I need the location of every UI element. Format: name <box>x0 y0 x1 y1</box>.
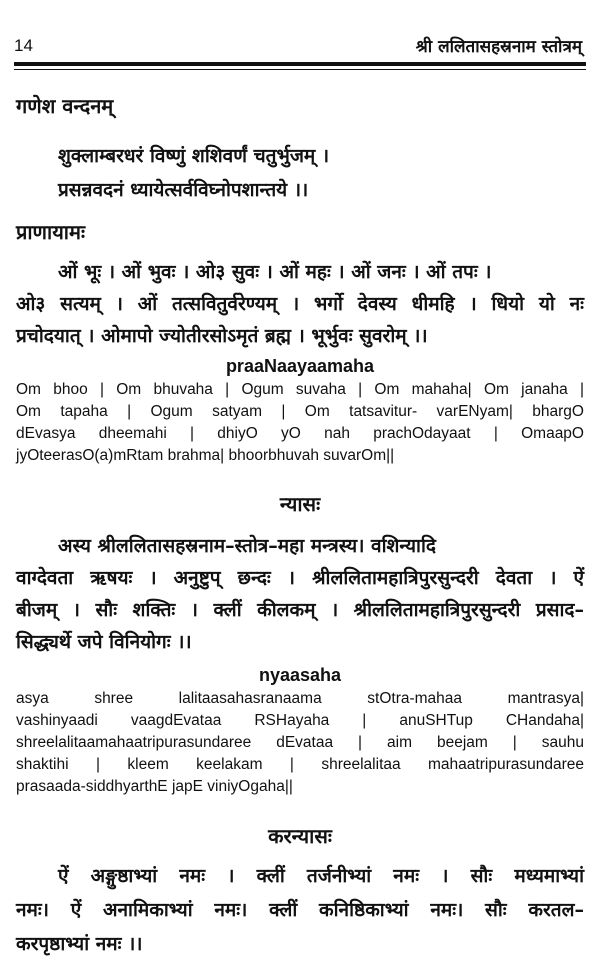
section-heading-karanyasa: करन्यासः <box>268 824 332 848</box>
section-heading-nyasa: न्यासः <box>279 492 321 516</box>
transliteration-line: Om tapaha | Ogum satyam | Om tatsavitur- varENyam| bhargO <box>16 403 584 420</box>
verse-line: ऐं अङ्गुष्ठाभ्यां नमः । क्लीं तर्जनीभ्यां नमः । सौः मध्यमाभ्यां <box>58 865 584 887</box>
transliteration-heading-pranayama: praaNaayaamaha <box>225 356 375 376</box>
page-number: 14 <box>14 36 33 55</box>
transliteration-line: asya shree lalitaasahasranaama stOtra-mahaa mantrasya| <box>16 690 584 707</box>
page-header <box>14 30 586 60</box>
verse-line: नमः। ऐं अनामिकाभ्यां नमः। क्लीं कनिष्ठिकाभ्यां नमः। सौः करतल– <box>16 899 584 921</box>
verse-line: वाग्देवता ऋषयः । अनुष्टुप् छन्दः । श्रीललितामहात्रिपुरसुन्दरी देवता । ऐं <box>16 567 584 589</box>
transliteration-line: jyOteerasO(a)mRtam brahma| bhoorbhuvah suvarOm|| <box>16 447 395 464</box>
verse-line: ओं भूः । ओं भुवः । ओ३ सुवः । ओं महः । ओं जनः । ओं तपः । <box>58 261 492 283</box>
header-rule-thin <box>14 69 586 70</box>
section-heading-ganesha: गणेश वन्दनम् <box>16 94 114 118</box>
transliteration-line: Om bhoo | Om bhuvaha | Ogum suvaha | Om mahaha| Om janaha | <box>16 381 584 398</box>
transliteration-line: prasaada-siddhyarthE japE viniyOgaha|| <box>16 778 293 795</box>
verse-line: प्रचोदयात् । ओमापो ज्योतीरसोऽमृतं ब्रह्म । भूर्भुवः सुवरोम् ।। <box>16 325 428 347</box>
transliteration-line: vashinyaadi vaagdEvataa RSHayaha | anuSHTup CHandaha| <box>16 712 584 729</box>
transliteration-heading-nyasa: nyaasaha <box>258 665 342 685</box>
verse-line: अस्य श्रीललितासहस्रनाम–स्तोत्र–महा मन्त्रस्य। वशिन्यादि <box>58 535 436 557</box>
transliteration-line: shaktihi | kleem keelakam | shreelalitaa mahaatripurasundaree <box>16 756 584 773</box>
transliteration-line: dEvasya dheemahi | dhiyO yO nah prachOdayaat | OmaapO <box>16 425 584 442</box>
verse-line: बीजम् । सौः शक्तिः । क्लीं कीलकम् । श्रीललितामहात्रिपुरसुन्दरी प्रसाद– <box>16 599 584 621</box>
verse-line: ओ३ सत्यम् । ओं तत्सवितुर्वरेण्यम् । भर्गो देवस्य धीमहि । धियो यो नः <box>16 293 584 315</box>
section-heading-pranayama: प्राणायामः <box>16 220 85 244</box>
verse-line: प्रसन्नवदनं ध्यायेत्सर्वविघ्नोपशान्तये ।। <box>58 179 309 201</box>
running-title: श्री ललितासहस्रनाम स्तोत्रम् <box>415 37 582 57</box>
verse-line: करपृष्ठाभ्यां नमः ।। <box>16 933 143 955</box>
header-rule-thick <box>14 62 586 66</box>
verse-line: शुक्लाम्बरधरं विष्णुं शशिवर्णं चतुर्भुजम् । <box>58 145 330 167</box>
verse-line: सिद्ध्यर्थे जपे विनियोगः ।। <box>16 631 192 653</box>
transliteration-line: shreelalitaamahaatripurasundaree dEvataa | aim beejam | sauhu <box>16 734 584 751</box>
